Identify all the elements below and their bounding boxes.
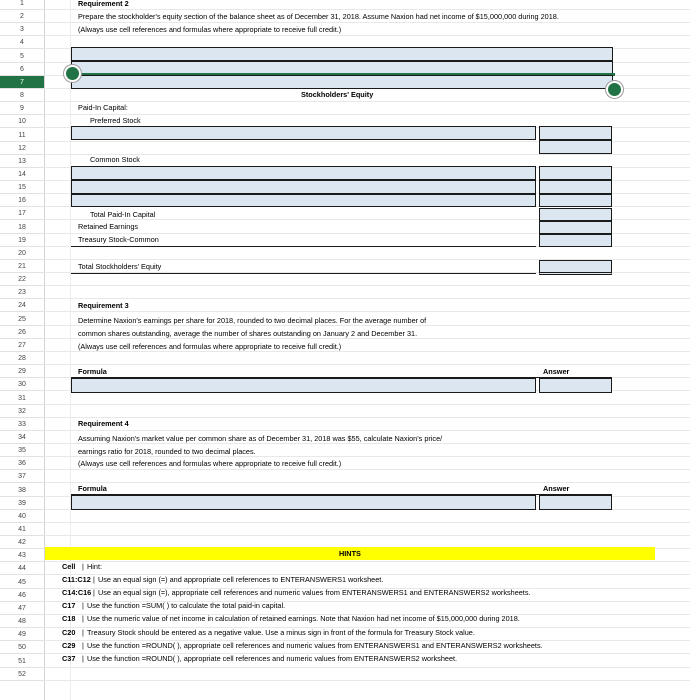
row-header[interactable]: 24: [0, 299, 44, 312]
row-header[interactable]: 10: [0, 115, 44, 128]
row-header[interactable]: 1: [0, 0, 44, 10]
hint-text: Use an equal sign (=) and appropriate cell references to ENTERANSWERS1 worksheet.: [98, 575, 384, 584]
pe-formula-input[interactable]: [71, 495, 536, 510]
row-gridline: [44, 298, 690, 299]
row-gridline: [44, 404, 690, 405]
row-gridline: [44, 311, 690, 312]
row-gridline: [44, 285, 690, 286]
treasury-stock-label: Treasury Stock-Common: [78, 235, 159, 244]
row-gridline: [44, 417, 690, 418]
statement-date-cell[interactable]: [71, 75, 613, 89]
row-header[interactable]: 49: [0, 628, 44, 641]
pe-answer-input[interactable]: [539, 495, 612, 510]
treasury-stock-value[interactable]: [539, 234, 612, 247]
hints-title: HINTS: [339, 549, 361, 558]
equity-heading: Stockholders' Equity: [301, 90, 374, 99]
row-header[interactable]: 47: [0, 602, 44, 615]
row-gridline: [44, 430, 690, 431]
row-header[interactable]: 46: [0, 589, 44, 602]
req2-prompt: Prepare the stockholder's equity section of the balance sheet as of December 31, 2018. Assume Naxion had net income of $15,000,000 during 2018.: [78, 12, 559, 21]
row-header[interactable]: 13: [0, 155, 44, 168]
row-header[interactable]: 31: [0, 392, 44, 405]
hint-cell-ref: C17: [62, 601, 76, 611]
req4-formula-label: Formula: [78, 484, 107, 493]
req3-answer-label: Answer: [543, 367, 570, 376]
row-header[interactable]: 28: [0, 352, 44, 365]
row-header[interactable]: 36: [0, 457, 44, 470]
row-header[interactable]: 23: [0, 286, 44, 299]
row-header[interactable]: 2: [0, 10, 44, 23]
eps-formula-input[interactable]: [71, 378, 536, 393]
hint-separator: |: [82, 640, 84, 650]
preferred-stock-value[interactable]: [539, 126, 612, 140]
total-equity-value[interactable]: [539, 260, 612, 275]
req4-answer-label: Answer: [543, 484, 570, 493]
row-header[interactable]: 25: [0, 313, 44, 326]
req3-line2: common shares outstanding, average the number of shares outstanding on January 2 and December 31.: [78, 329, 418, 338]
row-gridline: [44, 101, 690, 102]
row-header[interactable]: 26: [0, 326, 44, 339]
row-header[interactable]: 37: [0, 470, 44, 483]
hint-separator: |: [82, 614, 84, 624]
hint-separator: |: [82, 627, 84, 637]
total-equity-underline: [71, 273, 536, 274]
row-header[interactable]: 42: [0, 536, 44, 549]
row-header[interactable]: 17: [0, 207, 44, 220]
row-header[interactable]: 34: [0, 431, 44, 444]
hint-text: Use the function =ROUND( ), appropriate cell references and numeric values from ENTERANSWERS2 worksheet.: [87, 653, 458, 663]
row-header[interactable]: 30: [0, 378, 44, 391]
row-header[interactable]: 7: [0, 76, 44, 89]
paid-in-capital-label: Paid-In Capital:: [78, 103, 128, 112]
common-stock-value-2[interactable]: [539, 180, 612, 194]
row-header[interactable]: 20: [0, 247, 44, 260]
hints-header-hint: Hint:: [87, 562, 103, 571]
row-header[interactable]: 6: [0, 63, 44, 76]
hints-header-cell: Cell: [62, 562, 76, 571]
total-paid-in-label: Total Paid-In Capital: [90, 210, 156, 219]
req3-note: (Always use cell references and formulas where appropriate to receive full credit.): [78, 342, 342, 351]
treasury-underline: [71, 246, 536, 247]
common-stock-input-2[interactable]: [71, 180, 536, 194]
hints-header-sep: |: [82, 562, 84, 571]
row-gridline: [44, 561, 690, 562]
hint-cell-ref: C20: [62, 627, 76, 637]
hint-separator: |: [93, 588, 95, 598]
selection-handle-left[interactable]: [64, 65, 81, 82]
preferred-stock-label: Preferred Stock: [90, 116, 141, 125]
common-stock-input-3[interactable]: [71, 194, 536, 207]
row-header[interactable]: 43: [0, 549, 44, 562]
req4-title: Requirement 4: [78, 419, 129, 428]
hint-separator: |: [93, 575, 95, 584]
row-header[interactable]: 3: [0, 23, 44, 36]
row-header[interactable]: 44: [0, 562, 44, 575]
row-header[interactable]: 19: [0, 234, 44, 247]
req4-line1: Assuming Naxion's market value per common share as of December 31, 2018 was $55, calculate Naxion's price/: [78, 434, 443, 443]
row-header[interactable]: 39: [0, 497, 44, 510]
hint-cell-ref: C29: [62, 640, 76, 650]
row-header[interactable]: 5: [0, 50, 44, 63]
total-paid-in-value[interactable]: [539, 208, 612, 221]
req3-line1: Determine Naxion's earnings per share for 2018, rounded to two decimal places. For the average number of: [78, 316, 427, 325]
common-stock-value-1[interactable]: [539, 166, 612, 180]
hint-text: Treasury Stock should be entered as a negative value. Use a minus sign in front of the formula for Treasury Stock value.: [87, 627, 475, 637]
hint-text: Use an equal sign (=), appropriate cell references and numeric values from ENTERANSWERS1 and ENTERANSWERS2 worksheets.: [98, 588, 531, 598]
row-header[interactable]: 50: [0, 641, 44, 654]
row-header[interactable]: 33: [0, 418, 44, 431]
hint-text: Use the function =ROUND( ), appropriate cell references and numeric values from ENTERANSWERS1 and ENTERANSWERS2 worksheets.: [87, 640, 543, 650]
req3-title: Requirement 3: [78, 301, 129, 310]
row-header[interactable]: 9: [0, 102, 44, 115]
row-header[interactable]: 22: [0, 273, 44, 286]
row-header[interactable]: 45: [0, 576, 44, 589]
row-header[interactable]: 16: [0, 194, 44, 207]
req2-note: (Always use cell references and formulas where appropriate to receive full credit.): [78, 25, 342, 34]
row-header[interactable]: 27: [0, 339, 44, 352]
row-header[interactable]: 18: [0, 221, 44, 234]
hint-cell-ref: C14:C16: [62, 588, 92, 598]
row-gridline: [44, 482, 690, 483]
req4-line2: earnings ratio for 2018, rounded to two decimal places.: [78, 447, 256, 456]
row-header[interactable]: 35: [0, 444, 44, 457]
hint-cell-ref: C11:C12: [62, 575, 91, 584]
selection-handle-right[interactable]: [606, 81, 623, 98]
row-gridline: [44, 364, 690, 365]
row-header[interactable]: 12: [0, 142, 44, 155]
company-name-cell[interactable]: [71, 47, 613, 61]
row-header[interactable]: 4: [0, 36, 44, 49]
row-gridline: [44, 522, 690, 523]
row-header[interactable]: 32: [0, 405, 44, 418]
req3-formula-label: Formula: [78, 367, 107, 376]
hint-cell-ref: C37: [62, 653, 76, 663]
hint-text: Use the function =SUM( ) to calculate the total paid-in capital.: [87, 601, 286, 611]
common-stock-value-3[interactable]: [539, 194, 612, 207]
hint-separator: |: [82, 653, 84, 663]
row-header[interactable]: 11: [0, 129, 44, 142]
row-header[interactable]: 38: [0, 484, 44, 497]
row-header[interactable]: 48: [0, 615, 44, 628]
row-gridline: [44, 667, 690, 668]
row-header[interactable]: 52: [0, 668, 44, 681]
req2-title: Requirement 2: [78, 0, 129, 8]
row-header[interactable]: 29: [0, 365, 44, 378]
preferred-stock-input[interactable]: [71, 126, 536, 140]
row-header[interactable]: 15: [0, 181, 44, 194]
retained-earnings-value[interactable]: [539, 221, 612, 234]
total-equity-label: Total Stockholders' Equity: [78, 262, 162, 271]
row-gridline: [44, 535, 690, 536]
hint-text: Use the numeric value of net income in calculation of retained earnings. Note that Naxion had net income of $15,000,000 during 2018.: [87, 614, 520, 624]
row-gridline: [44, 680, 690, 681]
hint-separator: |: [82, 601, 84, 611]
req4-note: (Always use cell references and formulas where appropriate to receive full credit.): [78, 459, 342, 468]
row-header[interactable]: 51: [0, 655, 44, 668]
eps-answer-input[interactable]: [539, 378, 612, 393]
common-stock-label: Common Stock: [90, 155, 140, 164]
hint-cell-ref: C18: [62, 614, 76, 624]
row-header[interactable]: 8: [0, 89, 44, 102]
row-header[interactable]: 21: [0, 260, 44, 273]
preferred-stock-value-2[interactable]: [539, 140, 612, 154]
row-header[interactable]: 14: [0, 168, 44, 181]
row-header[interactable]: 40: [0, 510, 44, 523]
common-stock-input-1[interactable]: [71, 166, 536, 180]
row-header[interactable]: 41: [0, 523, 44, 536]
retained-earnings-label: Retained Earnings: [78, 222, 139, 231]
